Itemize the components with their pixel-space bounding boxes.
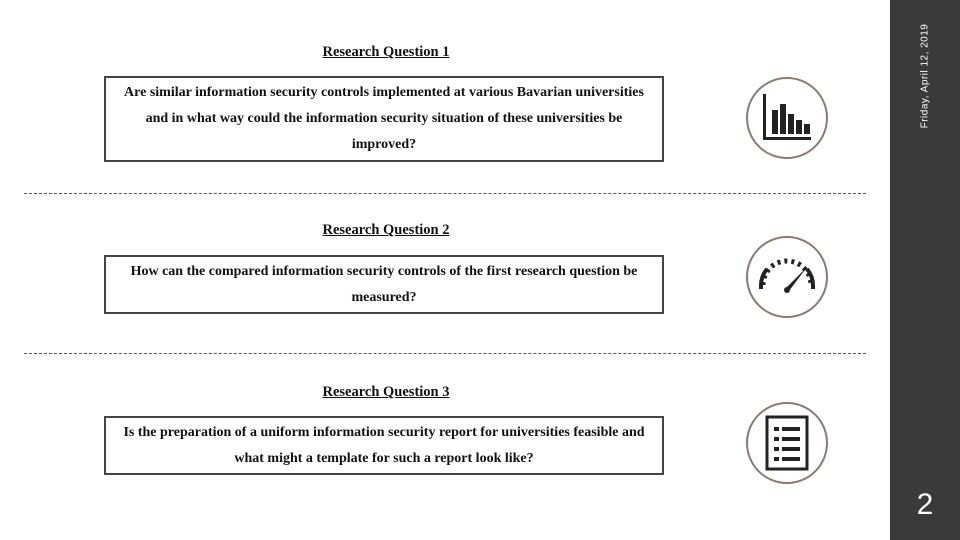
research-question-3-box [104, 416, 664, 475]
research-question-3-text: Is the preparation of a uniform information security report for universities feasible and what might a template for such a report look like? [123, 424, 645, 466]
research-question-3-icon-circle [746, 402, 828, 484]
research-question-2-box [104, 255, 664, 314]
research-question-1-title: Research Question 1 [322, 44, 450, 60]
research-question-1-text: Are similar information security controls implemented at various Bavarian universities and in what way could the information security situation of these universities be improved? [124, 85, 644, 152]
research-question-2-title: Research Question 2 [322, 222, 450, 238]
bar-chart-icon [759, 90, 815, 146]
research-question-2-text: How can the compared information security controls of the first research question be measured? [130, 263, 638, 305]
research-question-2-icon-circle [746, 236, 828, 318]
section-divider-1 [24, 193, 866, 194]
speedometer-icon [755, 245, 819, 309]
research-question-1-icon-circle [746, 77, 828, 159]
research-question-1-box [104, 76, 664, 162]
slide-sidebar [890, 0, 960, 540]
research-question-3-title: Research Question 3 [322, 384, 450, 400]
slide-date: Friday, April 12, 2019 [919, 23, 931, 129]
checklist-icon [761, 413, 813, 473]
section-divider-2 [24, 353, 866, 354]
page-number: 2 [916, 488, 934, 521]
